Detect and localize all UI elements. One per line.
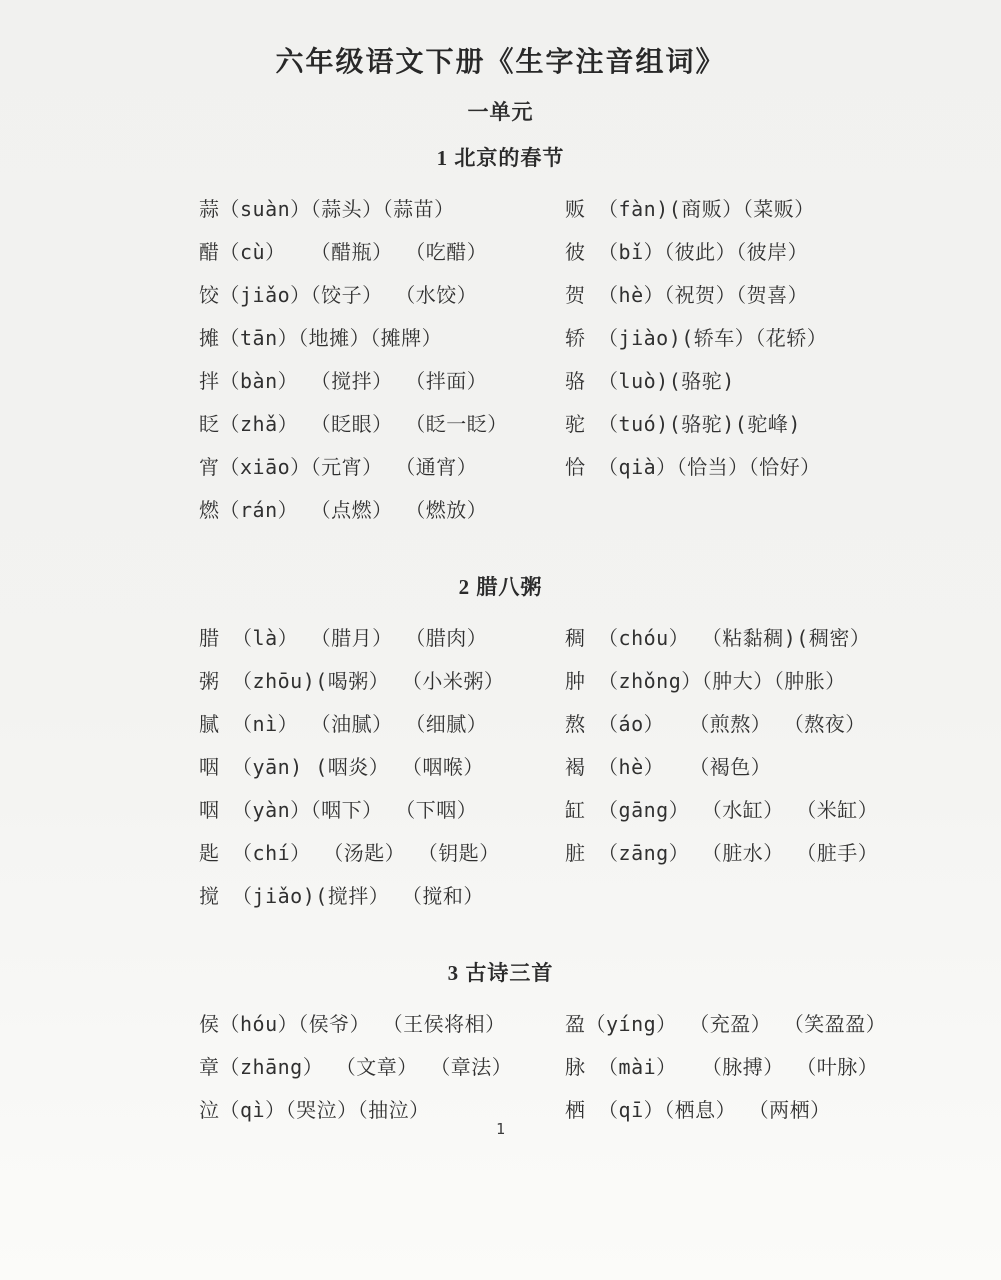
vocab-entry: 驼 （tuó)(骆驼)(驼峰): [565, 412, 801, 436]
vocab-entry: 咽 （yān) (咽炎） （咽喉）: [199, 755, 484, 779]
vocab-entry: 匙 （chí） （汤匙） （钥匙）: [199, 841, 500, 865]
vocab-entry: 贩 （fàn)(商贩）（菜贩）: [565, 197, 815, 221]
vocab-entry: 醋（cù） （醋瓶） （吃醋）: [199, 240, 488, 264]
vocab-column-left: [199, 188, 565, 532]
vocab-column-right: [565, 188, 941, 532]
vocab-entry: 骆 （luò)(骆驼): [565, 369, 735, 393]
lesson-columns: [199, 617, 941, 918]
vocab-entry: 恰 （qià）（恰当）（恰好）: [565, 455, 821, 479]
vocab-entry: 盈（yíng） （充盈） （笑盈盈）: [565, 1012, 887, 1036]
page-number: 1: [495, 1120, 506, 1138]
vocab-entry: 褐 （hè） （褐色）: [565, 755, 772, 779]
vocab-entry: 章（zhāng） （文章） （章法）: [199, 1055, 513, 1079]
vocab-entry: 眨（zhǎ） （眨眼） （眨一眨）: [199, 412, 508, 436]
vocab-entry: 轿 （jiào)(轿车）（花轿）: [565, 326, 828, 350]
vocab-entry: 脏 （zāng） （脏水） （脏手）: [565, 841, 879, 865]
lessons-container: [0, 147, 1001, 1132]
vocab-entry: 肿 （zhǒng）（肿大）（肿胀）: [565, 669, 846, 693]
vocab-column-left: [199, 617, 565, 918]
vocab-entry: 彼 （bǐ）（彼此）（彼岸）: [565, 240, 809, 264]
vocab-entry: 熬 （áo） （煎熬） （熬夜）: [565, 712, 866, 736]
vocab-entry: 腊 （là） （腊月） （腊肉）: [199, 626, 488, 650]
lesson-heading: 3 古诗三首: [447, 961, 554, 985]
vocab-entry: 蒜（suàn）（蒜头）（蒜苗）: [199, 197, 455, 221]
vocab-entry: 咽 （yàn）（咽下） （下咽）: [199, 798, 478, 822]
vocab-entry: 摊（tān）（地摊）（摊牌）: [199, 326, 443, 350]
vocab-entry: 饺（jiǎo）（饺子） （水饺）: [199, 283, 478, 307]
vocab-column-right: [565, 617, 941, 918]
vocab-entry: 燃（rán） （点燃） （燃放）: [199, 498, 488, 522]
lesson-heading: 2 腊八粥: [458, 575, 543, 599]
unit-heading: 一单元: [467, 100, 534, 124]
vocab-entry: 侯（hóu）（侯爷） （王侯将相）: [199, 1012, 506, 1036]
vocab-entry: 缸 （gāng） （水缸） （米缸）: [565, 798, 879, 822]
vocab-column-left: [199, 1003, 565, 1132]
vocab-entry: 宵（xiāo）（元宵） （通宵）: [199, 455, 478, 479]
document-title: 六年级语文下册《生字注音组词》: [275, 47, 726, 78]
vocab-entry: 贺 （hè）（祝贺）（贺喜）: [565, 283, 809, 307]
vocab-entry: 腻 （nì） （油腻） （细腻）: [199, 712, 488, 736]
lesson-columns: [199, 1003, 941, 1132]
lesson-columns: [199, 188, 941, 532]
vocab-entry: 脉 （mài） （脉搏） （叶脉）: [565, 1055, 879, 1079]
vocab-entry: 泣（qì）（哭泣）（抽泣）: [199, 1098, 430, 1122]
vocab-column-right: [565, 1003, 941, 1132]
vocab-entry: 拌（bàn） （搅拌） （拌面）: [199, 369, 488, 393]
lesson-heading: 1 北京的春节: [436, 146, 565, 170]
vocab-entry: 稠 （chóu） （粘黏稠)(稠密）: [565, 626, 871, 650]
vocab-entry: 粥 （zhōu)(喝粥） （小米粥）: [199, 669, 505, 693]
vocab-entry: 搅 （jiǎo)(搅拌） （搅和）: [199, 884, 484, 908]
vocab-entry: 栖 （qī）（栖息） （两栖）: [565, 1098, 831, 1122]
